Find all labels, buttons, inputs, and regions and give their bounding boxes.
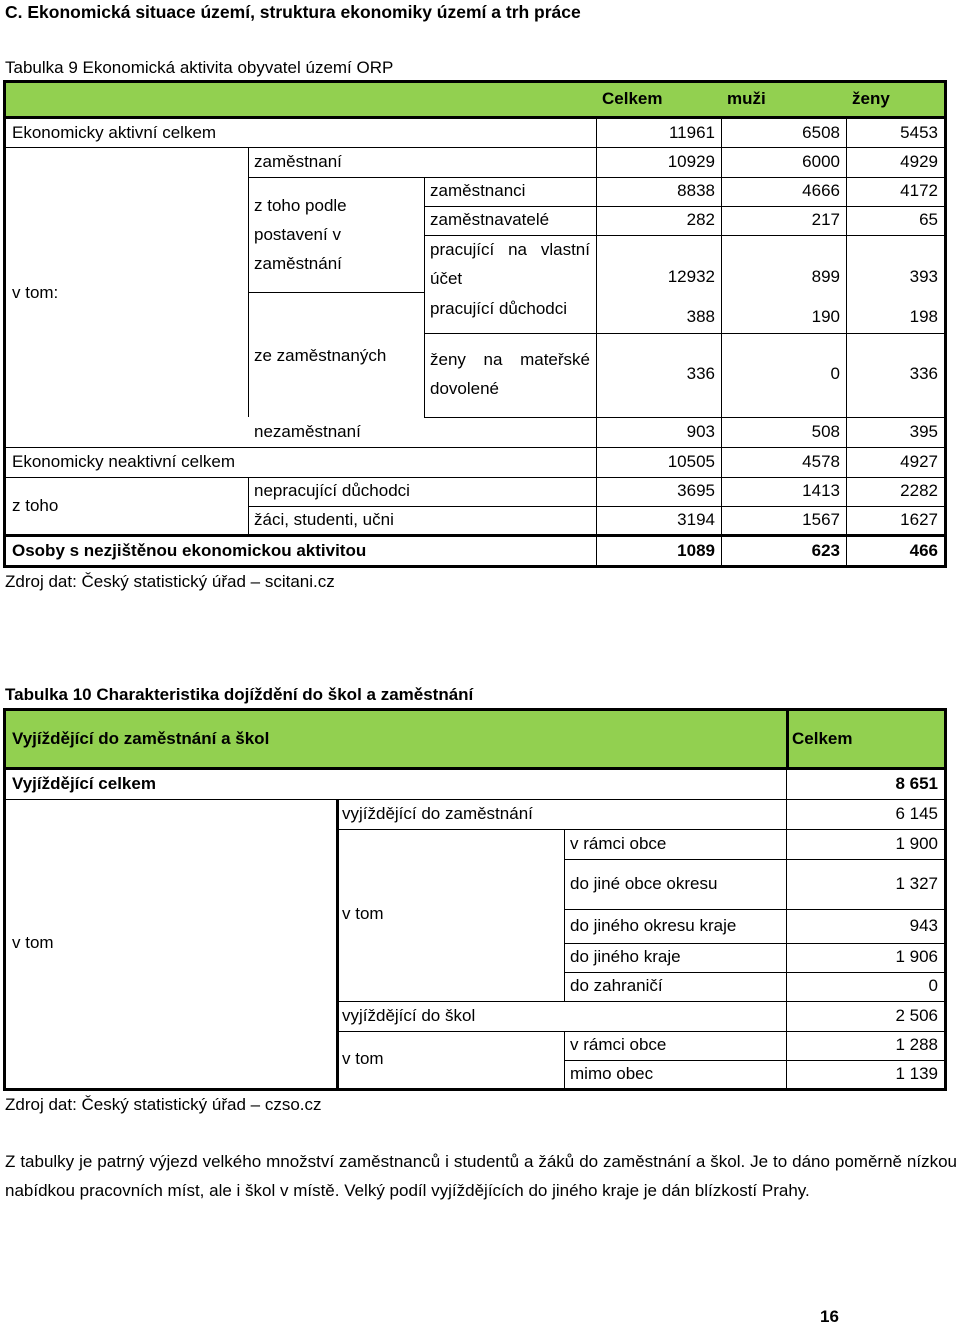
cell-value: 4929: [900, 151, 938, 171]
row-zaci-label: žáci, studenti, učni: [254, 510, 394, 530]
row-mimo-obec-label: mimo obec: [570, 1063, 654, 1083]
table10-header-celkem: Celkem: [792, 728, 853, 748]
cell-value: 623: [811, 540, 840, 560]
row-zahranici-label: do zahraničí: [570, 976, 663, 996]
cell-value: 10505: [667, 451, 715, 471]
cell-value: 1 288: [895, 1035, 938, 1055]
cell-value: 8838: [677, 181, 715, 201]
cell-value: 4578: [802, 451, 840, 471]
row-vlastni-ucet-label: pracující na vlastní účet: [430, 239, 590, 288]
vtom3-label: v tom: [342, 1049, 384, 1069]
cell-value: 3695: [677, 481, 715, 501]
cell-value: 6 145: [895, 803, 938, 823]
cell-value: 943: [909, 915, 938, 935]
row-neaktivni-label: Ekonomicky neaktivní celkem: [12, 451, 235, 471]
cell-value: 4666: [802, 181, 840, 201]
cell-value: 6508: [802, 122, 840, 142]
row-materske-label: ženy na mateřské dovolené: [430, 350, 590, 398]
podle-postaveni-label: z toho podle postavení v zaměstnání: [254, 196, 347, 273]
cell-value: 393: [909, 267, 938, 287]
table10-header-label: Vyjíždějící do zaměstnání a škol: [12, 728, 270, 748]
ze-zamestnanych-label: ze zaměstnaných: [254, 345, 387, 365]
cell-value: 388: [686, 306, 715, 326]
row-skol-obce-label: v rámci obce: [570, 1035, 667, 1055]
cell-value: 198: [909, 306, 938, 326]
table10: [3, 708, 947, 1091]
cell-value: 1627: [900, 510, 938, 530]
row-aktivni-label: Ekonomicky aktivní celkem: [12, 122, 217, 142]
body-paragraph: Z tabulky je patrný výjezd velkého množství zaměstnanců i studentů a žáků do zaměstnání a škol. Je to dáno poměrně nízkou nabídkou pracovních míst, ale i škol v místě. Velký podíl vyjíždějících do jiného kraje je dán blízkostí Prahy.: [5, 1152, 957, 1200]
header-zeny: ženy: [852, 89, 890, 109]
row-zamestnavatele-label: zaměstnavatelé: [430, 210, 550, 230]
row-jiny-okres-label: do jiného okresu kraje: [570, 915, 737, 935]
row-nezamestnani-label: nezaměstnaní: [254, 421, 361, 441]
table10-caption: Tabulka 10 Charakteristika dojíždění do škol a zaměstnání: [5, 685, 474, 704]
cell-value: 1 139: [895, 1063, 938, 1083]
cell-value: 2282: [900, 481, 938, 501]
row-nezjistena-label: Osoby s nezjištěnou ekonomickou aktivitou: [12, 540, 367, 560]
page-number: 16: [820, 1307, 839, 1326]
ztoho-label: z toho: [12, 495, 59, 515]
cell-value: 903: [686, 421, 715, 441]
cell-value: 1 900: [895, 833, 938, 853]
cell-value: 1567: [802, 510, 840, 530]
cell-value: 65: [919, 210, 938, 230]
cell-value: 1089: [677, 540, 715, 560]
vtom2-label: v tom: [342, 904, 384, 924]
row-zamestnanci-label: zaměstnanci: [430, 181, 526, 201]
row-duchodci-label: pracující důchodci: [430, 299, 568, 319]
table9: [3, 80, 947, 568]
cell-value: 5453: [900, 122, 938, 142]
cell-value: 1413: [802, 481, 840, 501]
cell-value: 217: [811, 210, 840, 230]
cell-value: 336: [686, 363, 715, 383]
section-title: C. Ekonomická situace území, struktura ekonomiky území a trh práce: [5, 2, 581, 22]
row-jiny-kraj-label: do jiného kraje: [570, 947, 681, 967]
cell-value: 12932: [667, 267, 715, 287]
cell-value: 899: [811, 267, 840, 287]
table9-caption: Tabulka 9 Ekonomická aktivita obyvatel území ORP: [5, 58, 394, 77]
cell-value: 0: [830, 363, 840, 383]
cell-value: 466: [909, 540, 938, 560]
cell-value: 3194: [677, 510, 715, 530]
row-zamestnani-label: zaměstnaní: [254, 151, 342, 171]
row-v-ramci-obce-label: v rámci obce: [570, 833, 667, 853]
table10-source: Zdroj dat: Český statistický úřad – czso.cz: [5, 1095, 322, 1114]
cell-value: 0: [928, 976, 938, 996]
row-celkem-label: Vyjíždějící celkem: [12, 774, 156, 794]
cell-value: 190: [811, 306, 840, 326]
cell-value: 4927: [900, 451, 938, 471]
cell-value: 395: [909, 421, 938, 441]
cell-value: 10929: [667, 151, 715, 171]
table9-source: Zdroj dat: Český statistický úřad – scitani.cz: [5, 572, 335, 591]
cell-value: 282: [686, 210, 715, 230]
row-do-skol-label: vyjíždějící do škol: [342, 1005, 476, 1025]
cell-value: 508: [811, 421, 840, 441]
cell-value: 8 651: [895, 774, 938, 794]
row-jine-obce-label: do jiné obce okresu: [570, 873, 718, 893]
row-do-zamestnani-label: vyjíždějící do zaměstnání: [342, 803, 533, 823]
row-nepracujici-label: nepracující důchodci: [254, 481, 410, 501]
vtom-label: v tom:: [12, 282, 59, 302]
cell-value: 4172: [900, 181, 938, 201]
cell-value: 2 506: [895, 1005, 938, 1025]
header-celkem: Celkem: [602, 89, 663, 109]
header-muzi: muži: [727, 89, 766, 109]
cell-value: 6000: [802, 151, 840, 171]
vtom-label: v tom: [12, 933, 54, 953]
cell-value: 1 327: [895, 873, 938, 893]
cell-value: 11961: [668, 122, 715, 142]
cell-value: 336: [909, 363, 938, 383]
cell-value: 1 906: [895, 947, 938, 967]
